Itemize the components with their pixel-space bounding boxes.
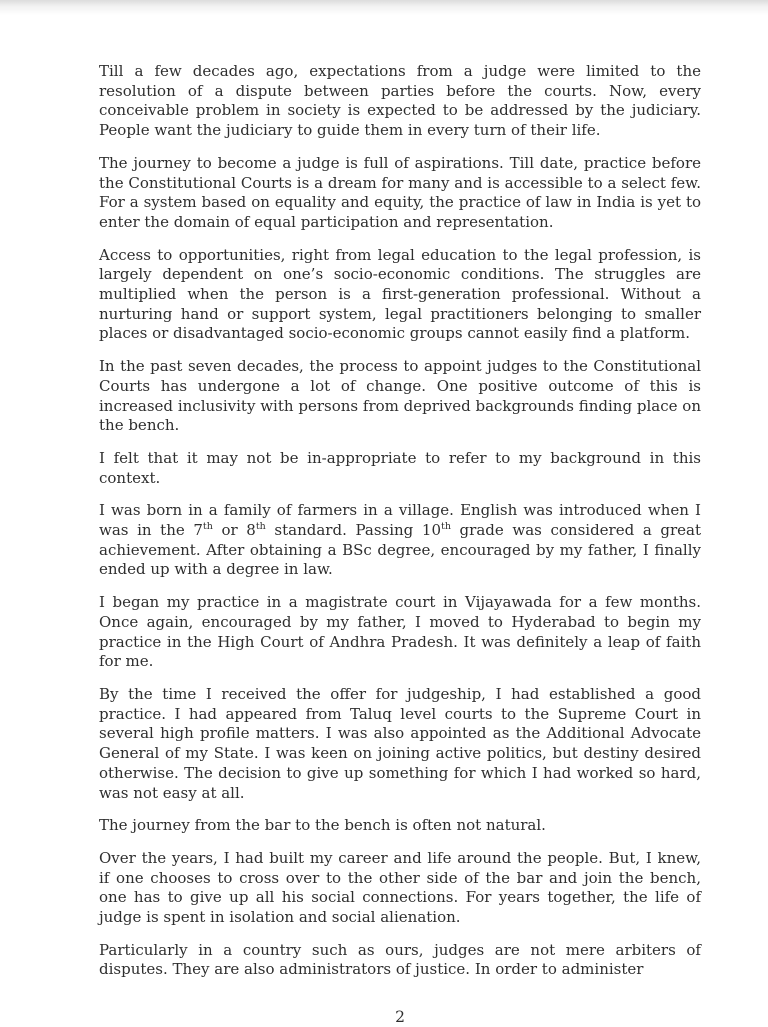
page-top-edge-shadow	[0, 0, 768, 16]
ordinal-superscript: th	[255, 521, 266, 533]
ordinal-superscript: th	[202, 521, 213, 533]
paragraph-text: The journey from the bar to the bench is often not natural.	[99, 816, 546, 835]
paragraph	[99, 941, 701, 980]
paragraph-text: Till a few decades ago, expectations from a judge were limited to the resolution of a dispute between parties before the courts. Now, every conceivable problem in society is expected to be addressed by the judiciary. People want the judiciary to guide them in every turn of their life.	[99, 62, 701, 140]
paragraph-text: Over the years, I had built my career and life around the people. But, I knew, if one chooses to cross over to the other side of the bar and join the bench, one has to give up all his social connections. For years together, the life of judge is spent in isolation and social alienation.	[99, 848, 701, 927]
paragraph	[99, 501, 701, 580]
paragraph	[99, 685, 701, 803]
paragraph-text: I began my practice in a magistrate court in Vijayawada for a few months. Once again, encouraged by my father, I moved to Hyderabad to begin my practice in the High Court of Andhra Pradesh. It was definitely a leap of faith for me.	[99, 593, 701, 671]
paragraph	[99, 449, 701, 488]
paragraph-text: Particularly in a country such as ours, judges are not mere arbiters of disputes. They are also administrators of justice. In order to administer	[99, 940, 701, 979]
page-body	[99, 62, 701, 993]
paragraph-text: By the time I received the offer for judgeship, I had established a good practice. I had appeared from Taluq level courts to the Supreme Court in several high profile matters. I was also appointed as the Additional Advocate General of my State. I was keen on joining active politics, but destiny desired otherwise. The decision to give up something for which I had worked so hard, was not easy at all.	[99, 684, 701, 802]
paragraph-text: In the past seven decades, the process to appoint judges to the Constitutional Courts has undergone a lot of change. One positive outcome of this is increased inclusivity with persons from deprived backgrounds finding place on the bench.	[99, 357, 701, 435]
paragraph	[99, 246, 701, 345]
paragraph-text: standard. Passing 10	[265, 521, 441, 540]
paragraph	[99, 62, 701, 141]
paragraph	[99, 593, 701, 672]
paragraph-text: Access to opportunities, right from legal education to the legal profession, is largely dependent on one’s socio-economic conditions. The struggles are multiplied when the person is a first-generation professional. Without a nurturing hand or support system, legal practitioners belonging to smaller places or disadvantaged socio-economic groups cannot easily find a platform.	[99, 245, 701, 343]
page-number: 2	[395, 1008, 405, 1026]
paragraph	[99, 849, 701, 928]
paragraph-text: grade was considered a great achievement. After obtaining a BSc degree, encouraged by my father, I finally ended up with a degree in law.	[99, 521, 702, 579]
paragraph	[99, 154, 701, 233]
paragraph-text: I was born in a family of farmers in a village. English was introduced when I was in the 7	[99, 501, 701, 540]
paragraph	[99, 357, 701, 436]
paragraph-text: I felt that it may not be in-appropriate to refer to my background in this context.	[99, 448, 701, 487]
ordinal-superscript: th	[441, 521, 451, 533]
paragraph-text: The journey to become a judge is full of aspirations. Till date, practice before the Constitutional Courts is a dream for many and is accessible to a select few. For a system based on equality and equity, the practice of law in India is yet to enter the domain of equal participation and representation.	[99, 153, 701, 231]
paragraph-text: or 8	[212, 521, 256, 540]
paragraph	[99, 816, 701, 836]
